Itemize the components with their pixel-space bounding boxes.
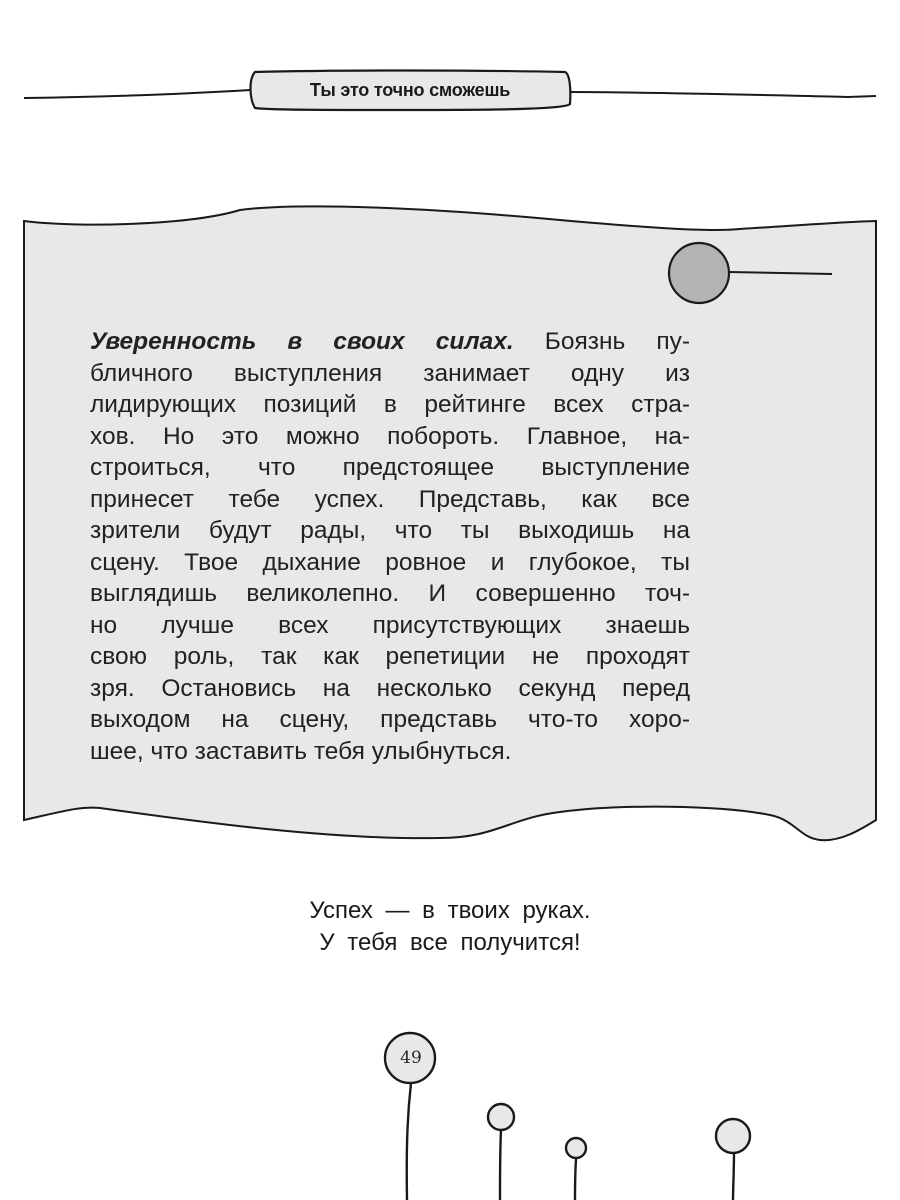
balloon-stem-4 bbox=[733, 1152, 734, 1200]
section-title: Ты это точно сможешь bbox=[309, 79, 511, 100]
callout-body-text bbox=[90, 326, 690, 767]
header-rule-right bbox=[570, 92, 876, 97]
callout-line: зрители будут рады, что ты выходишь на bbox=[90, 517, 690, 544]
callout-line: Уверенность в своих силах. Боязнь пу- bbox=[90, 328, 690, 355]
motto-line-2: У тебя все получится! bbox=[319, 929, 581, 956]
callout-line: но лучше всех присутствующих знаешь bbox=[90, 611, 690, 639]
callout-line: сцену. Твое дыхание ровное и глубокое, ты bbox=[90, 548, 690, 576]
motto bbox=[200, 895, 700, 959]
pin-circle-icon bbox=[669, 243, 729, 303]
balloon-icon-2 bbox=[488, 1104, 514, 1130]
callout-line: строиться, что предстоящее выступление bbox=[90, 454, 690, 481]
callout-lead: Уверенность в своих силах. bbox=[90, 328, 514, 355]
callout-line: свою роль, так как репетиции не проходят bbox=[90, 643, 690, 670]
callout-line: лидирующих позиций в рейтинге всех стра- bbox=[90, 391, 690, 418]
balloon-stem-3 bbox=[575, 1159, 576, 1200]
header-rule-left bbox=[24, 90, 250, 98]
balloon-stem-2 bbox=[500, 1130, 501, 1200]
callout-line: выглядишь великолепно. И совершенно точ- bbox=[90, 580, 690, 607]
balloon-icon-3 bbox=[566, 1138, 586, 1158]
page-number: 49 bbox=[400, 1048, 422, 1068]
balloon-stem-page bbox=[407, 1083, 411, 1200]
balloon-icon-4 bbox=[716, 1119, 750, 1153]
motto-line-1: Успех — в твоих руках. bbox=[309, 897, 591, 924]
callout-line: шее, что заставить тебя улыбнуться. bbox=[90, 737, 512, 765]
callout-line: зря. Остановись на несколько секунд перед bbox=[90, 674, 690, 702]
callout-line: принесет тебе успех. Представь, как все bbox=[90, 485, 690, 513]
callout-line: хов. Но это можно побороть. Главное, на- bbox=[90, 422, 690, 450]
callout-line: бличного выступления занимает одну из bbox=[90, 359, 690, 387]
callout-line: выходом на сцену, представь что-то хоро- bbox=[90, 706, 690, 733]
